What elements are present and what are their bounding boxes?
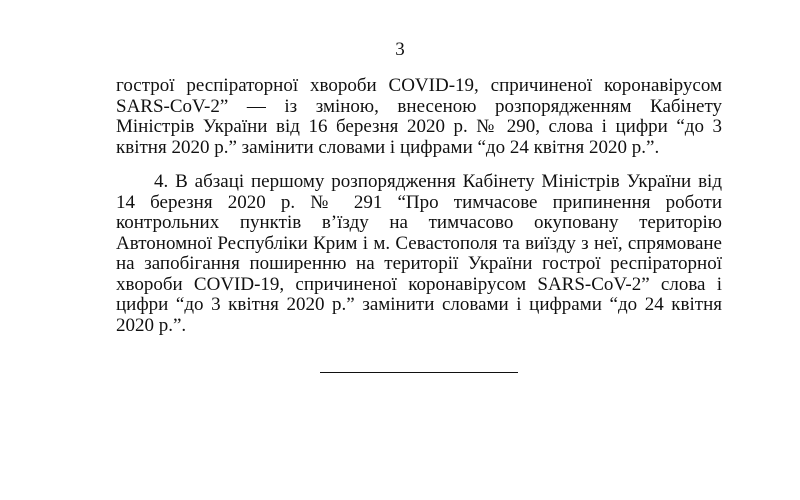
paragraph-item-4: 4. В абзаці першому розпорядження Кабінету Міністрів України від 14 березня 2020 р. № 291 “Про тимчасове припинення роботи контрольних пунктів в’їзду на тимчасово окуповану територію Автономної Республіки Крим і м. Севастополя та виїзду з неї, спрямоване на запобігання поширенню на території України гострої респіраторної хвороби COVID-19, спричиненої коронавірусом SARS-CoV-2” слова і цифри “до 3 квітня 2020 р.” замінити словами і цифрами “до 24 квітня 2020 р.”. bbox=[116, 171, 722, 336]
paragraph-continuation: гострої респіраторної хвороби COVID-19, спричиненої коронавірусом SARS-CoV-2” — із зміною, внесеною розпорядженням Кабінету Міністрів України від 16 березня 2020 р. № 290, слова і цифри “до 3 квітня 2020 р.” замінити словами і цифрами “до 24 квітня 2020 р.”. bbox=[116, 75, 722, 158]
page-number: 3 bbox=[395, 39, 405, 60]
end-separator-line bbox=[320, 372, 518, 373]
